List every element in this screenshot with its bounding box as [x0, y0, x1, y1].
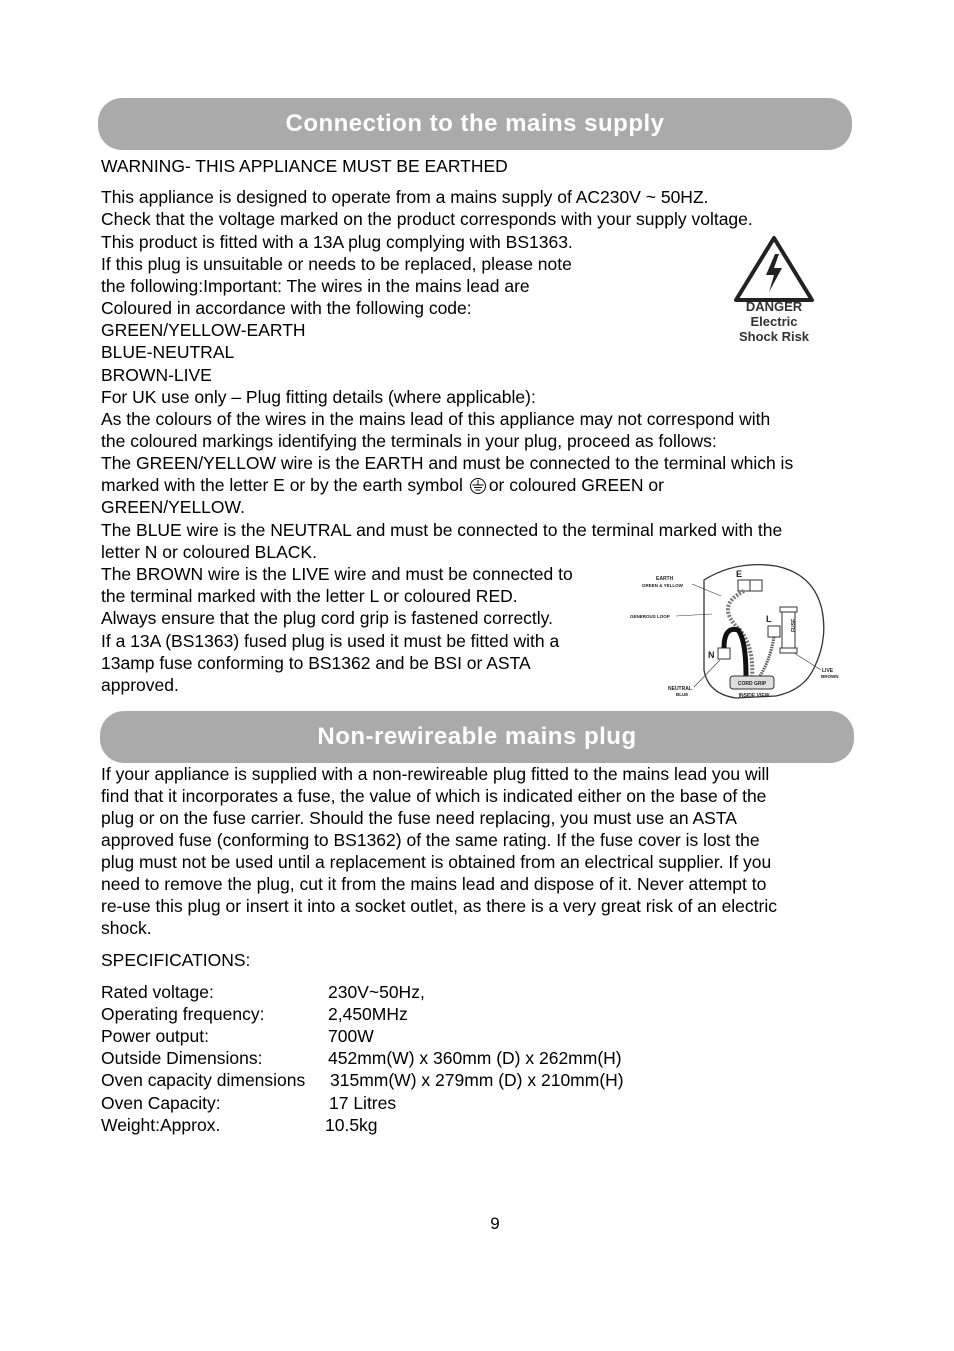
spec-value: 452mm(W) x 360mm (D) x 262mm(H): [328, 1048, 622, 1068]
earth-terminal-letter: E: [736, 569, 743, 579]
live-label: LIVE: [822, 668, 834, 674]
paragraph-line: the following:Important: The wires in the mains lead are: [101, 276, 530, 296]
earth-line-start: marked with the letter E or by the earth symbol: [101, 475, 463, 495]
earth-color-label: GREEN & YELLOW: [642, 583, 683, 588]
paragraph-line: For UK use only – Plug fitting details (where applicable):: [101, 387, 536, 407]
paragraph-line: This appliance is designed to operate from a mains supply of AC230V ~ 50HZ.: [101, 187, 709, 207]
live-terminal-letter: L: [766, 614, 772, 624]
earth-symbol-line: [101, 474, 664, 496]
cord-grip-label: CORD GRIP: [737, 681, 767, 687]
spec-label: Rated voltage:: [101, 982, 214, 1002]
paragraph-line: Coloured in accordance with the following code:: [101, 298, 472, 318]
paragraph-line: The BROWN wire is the LIVE wire and must be connected to: [101, 564, 573, 584]
neutral-color-label: BLUE: [676, 692, 689, 697]
specifications-heading: SPECIFICATIONS:: [101, 950, 251, 970]
paragraph-line: BROWN-LIVE: [101, 365, 212, 385]
spec-label: Outside Dimensions:: [101, 1048, 263, 1068]
paragraph-line: If this plug is unsuitable or needs to be replaced, please note: [101, 254, 572, 274]
section-title: Non-rewireable mains plug: [317, 723, 637, 750]
danger-warning-sign: [724, 234, 824, 349]
spec-value: 10.5kg: [325, 1115, 378, 1135]
spec-value: 2,450MHz: [328, 1004, 408, 1024]
fuse-label: FUSE: [791, 618, 797, 632]
page-number: 9: [490, 1214, 500, 1233]
spec-label: Oven capacity dimensions: [101, 1070, 306, 1090]
paragraph-line: This product is fitted with a 13A plug complying with BS1363.: [101, 232, 573, 252]
paragraph-line: If a 13A (BS1363) fused plug is used it must be fitted with a: [101, 631, 560, 651]
neutral-label: NEUTRAL: [668, 686, 692, 692]
paragraph-line: letter N or coloured BLACK.: [101, 542, 317, 562]
danger-shock-label: Shock Risk: [738, 329, 810, 344]
paragraph-line: re-use this plug or insert it into a socket outlet, as there is a very great risk of an electric: [101, 896, 777, 916]
spec-label: Operating frequency:: [101, 1004, 265, 1024]
paragraph-line: the terminal marked with the letter L or coloured RED.: [101, 586, 518, 606]
paragraph-line: need to remove the plug, cut it from the mains lead and dispose of it. Never attempt to: [101, 874, 767, 894]
paragraph-line: Check that the voltage marked on the product corresponds with your supply voltage.: [101, 209, 753, 229]
paragraph-line: the coloured markings identifying the terminals in your plug, proceed as follows:: [101, 431, 717, 451]
warning-text: WARNING- THIS APPLIANCE MUST BE EARTHED: [101, 156, 508, 176]
paragraph-line: approved fuse (conforming to BS1362) of the same rating. If the fuse cover is lost the: [101, 830, 760, 850]
spec-label: Oven Capacity:: [101, 1093, 221, 1113]
earth-label: EARTH: [656, 576, 674, 582]
paragraph-line: shock.: [101, 918, 152, 938]
spec-value: 17 Litres: [329, 1093, 397, 1113]
paragraph-line: plug or on the fuse carrier. Should the fuse need replacing, you must use an ASTA: [101, 808, 737, 828]
neutral-terminal-letter: N: [708, 650, 715, 660]
paragraph-line: The BLUE wire is the NEUTRAL and must be connected to the terminal marked with the: [101, 520, 783, 540]
paragraph-line: GREEN/YELLOW-EARTH: [101, 320, 306, 340]
section-banner-mains-supply: [98, 98, 852, 150]
danger-label: DANGER: [745, 299, 803, 314]
danger-electric-label: Electric: [750, 314, 798, 329]
spec-value: 315mm(W) x 279mm (D) x 210mm(H): [330, 1070, 624, 1090]
paragraph-line: find that it incorporates a fuse, the value of which is indicated either on the base of the: [101, 786, 767, 806]
live-terminal: [768, 626, 780, 637]
earth-symbol-icon: [469, 477, 487, 495]
earth-line-end: or coloured GREEN or: [488, 475, 664, 495]
generous-loop-label: GENEROUS LOOP: [630, 614, 670, 619]
spec-value: 700W: [328, 1026, 374, 1046]
paragraph-line: approved.: [101, 675, 179, 695]
spec-label: Power output:: [101, 1026, 209, 1046]
inside-view-label: INSIDE VIEW: [738, 693, 770, 699]
paragraph-line: If your appliance is supplied with a non-rewireable plug fitted to the mains lead you will: [101, 764, 770, 784]
live-color-label: BROWN: [821, 674, 839, 679]
paragraph-line: The GREEN/YELLOW wire is the EARTH and must be connected to the terminal which is: [101, 453, 794, 473]
section-title: Connection to the mains supply: [285, 110, 665, 137]
neutral-terminal: [718, 648, 730, 659]
plug-wiring-diagram: [626, 560, 848, 702]
paragraph-line: plug must not be used until a replacement is obtained from an electrical supplier. If you: [101, 852, 772, 872]
paragraph-line: Always ensure that the plug cord grip is fastened correctly.: [101, 608, 553, 628]
spec-label: Weight:Approx.: [101, 1115, 221, 1135]
paragraph-line: As the colours of the wires in the mains lead of this appliance may not correspond with: [101, 409, 771, 429]
spec-value: 230V~50Hz,: [328, 982, 425, 1002]
section-banner-non-rewireable-plug: [100, 711, 854, 763]
paragraph-line: 13amp fuse conforming to BS1362 and be BSI or ASTA: [101, 653, 531, 673]
paragraph-line: GREEN/YELLOW.: [101, 497, 245, 517]
paragraph-line: BLUE-NEUTRAL: [101, 342, 235, 362]
